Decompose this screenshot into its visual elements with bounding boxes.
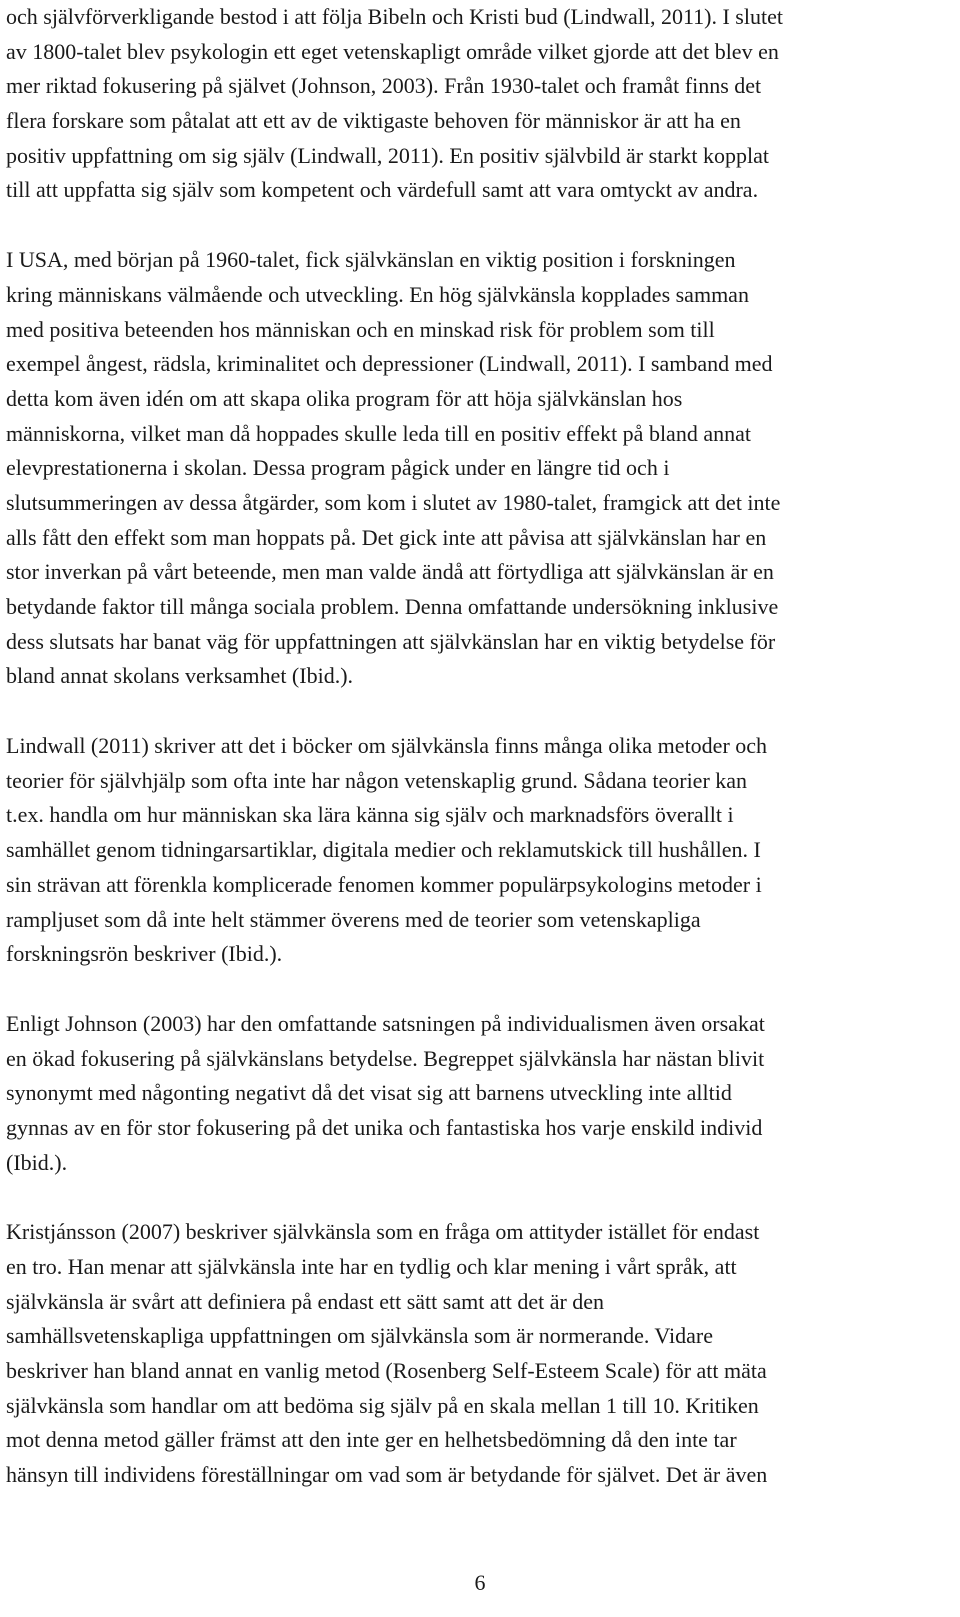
text-line: sin strävan att förenkla komplicerade fenomen kommer populärpsykologins metoder i <box>6 871 762 897</box>
text-line: till att uppfatta sig själv som kompetent och värdefull samt att vara omtyckt av andra. <box>6 177 759 203</box>
body-text <box>6 0 921 1493</box>
text-line: alls fått den effekt som man hoppats på. Det gick inte att påvisa att självkänslan har en <box>6 524 767 550</box>
text-line: forskningsrön beskriver (Ibid.). <box>6 941 283 967</box>
text-line: synonymt med någonting negativt då det visat sig att barnens utveckling inte alltid <box>6 1080 732 1106</box>
text-line: samhället genom tidningarsartiklar, digitala medier och reklamutskick till hushållen. I <box>6 837 761 863</box>
text-line: betydande faktor till många sociala problem. Denna omfattande undersökning inklusive <box>6 594 779 619</box>
text-line: flera forskare som påtalat att ett av de viktigaste behoven för människor är att ha en <box>6 108 741 134</box>
text-line: beskriver han bland annat en vanlig metod (Rosenberg Self-Esteem Scale) för att mäta <box>6 1358 767 1384</box>
text-line: en tro. Han menar att självkänsla inte har en tydlig och klar mening i vårt språk, att <box>6 1254 737 1279</box>
text-line: dess slutsats har banat väg för uppfattningen att självkänslan har en viktig betydelse för <box>6 628 776 654</box>
paragraph-3 <box>6 729 921 972</box>
text-line: och självförverkligande bestod i att följa Bibeln och Kristi bud (Lindwall, 2011). I slutet <box>6 4 783 29</box>
text-line: I USA, med början på 1960-talet, fick självkänslan en viktig position i forskningen <box>6 247 736 273</box>
text-line: självkänsla som handlar om att bedöma sig själv på en skala mellan 1 till 10. Kritiken <box>6 1392 759 1418</box>
text-line: rampljuset som då inte helt stämmer överens med de teorier som vetenskapliga <box>6 906 701 932</box>
paragraph-spacer <box>6 208 921 243</box>
text-line: (Ibid.). <box>6 1149 68 1175</box>
text-line: självkänsla är svårt att definiera på endast ett sätt samt att det är den <box>6 1288 605 1314</box>
text-line: mot denna metod gäller främst att den inte ger en helhetsbedömning då den inte tar <box>6 1427 737 1453</box>
paragraph-4 <box>6 1007 921 1180</box>
text-line: stor inverkan på vårt beteende, men man valde ändå att förtydliga att självkänslan är en <box>6 559 774 585</box>
text-line: människorna, vilket man då hoppades skulle leda till en positiv effekt på bland annat <box>6 420 751 446</box>
text-line: hänsyn till individens föreställningar om vad som är betydande för självet. Det är även <box>6 1462 768 1488</box>
text-line: Kristjánsson (2007) beskriver självkänsla som en fråga om attityder istället för endast <box>6 1219 760 1245</box>
text-line: Enligt Johnson (2003) har den omfattande satsningen på individualismen även orsakat <box>6 1010 765 1036</box>
paragraph-2 <box>6 243 921 694</box>
paragraph-5 <box>6 1215 921 1493</box>
text-line: gynnas av en för stor fokusering på det unika och fantastiska hos varje enskild individ <box>6 1114 763 1140</box>
text-line: slutsummeringen av dessa åtgärder, som kom i slutet av 1980-talet, framgick att det inte <box>6 489 781 515</box>
text-line: exempel ångest, rädsla, kriminalitet och depressioner (Lindwall, 2011). I samband med <box>6 351 773 377</box>
text-line: med positiva beteenden hos människan och en minskad risk för problem som till <box>6 316 715 342</box>
paragraph-1 <box>6 0 921 208</box>
text-line: kring människans välmående och utveckling. En hög självkänsla kopplades samman <box>6 281 749 307</box>
paragraph-spacer <box>6 972 921 1007</box>
text-line: samhällsvetenskapliga uppfattningen om självkänsla som är normerande. Vidare <box>6 1323 713 1349</box>
paragraph-spacer <box>6 1180 921 1215</box>
text-line: detta kom även idén om att skapa olika program för att höja självkänslan hos <box>6 385 683 411</box>
text-line: positiv uppfattning om sig själv (Lindwall, 2011). En positiv självbild är starkt kopplat <box>6 142 769 168</box>
page-number: 6 <box>474 1570 486 1595</box>
text-line: bland annat skolans verksamhet (Ibid.). <box>6 663 354 689</box>
text-line: Lindwall (2011) skriver att det i böcker om självkänsla finns många olika metoder och <box>6 733 768 759</box>
paragraph-spacer <box>6 694 921 729</box>
text-line: elevprestationerna i skolan. Dessa program pågick under en längre tid och i <box>6 455 670 481</box>
text-line: en ökad fokusering på självkänslans betydelse. Begreppet självkänsla har nästan blivit <box>6 1045 765 1071</box>
text-line: av 1800-talet blev psykologin ett eget vetenskapligt område vilket gjorde att det blev en <box>6 38 779 64</box>
text-line: t.ex. handla om hur människan ska lära känna sig själv och marknadsförs överallt i <box>6 802 734 828</box>
text-line: teorier för självhjälp som ofta inte har någon vetenskaplig grund. Sådana teorier kan <box>6 767 748 793</box>
text-line: mer riktad fokusering på självet (Johnson, 2003). Från 1930-talet och framåt finns det <box>6 73 762 99</box>
